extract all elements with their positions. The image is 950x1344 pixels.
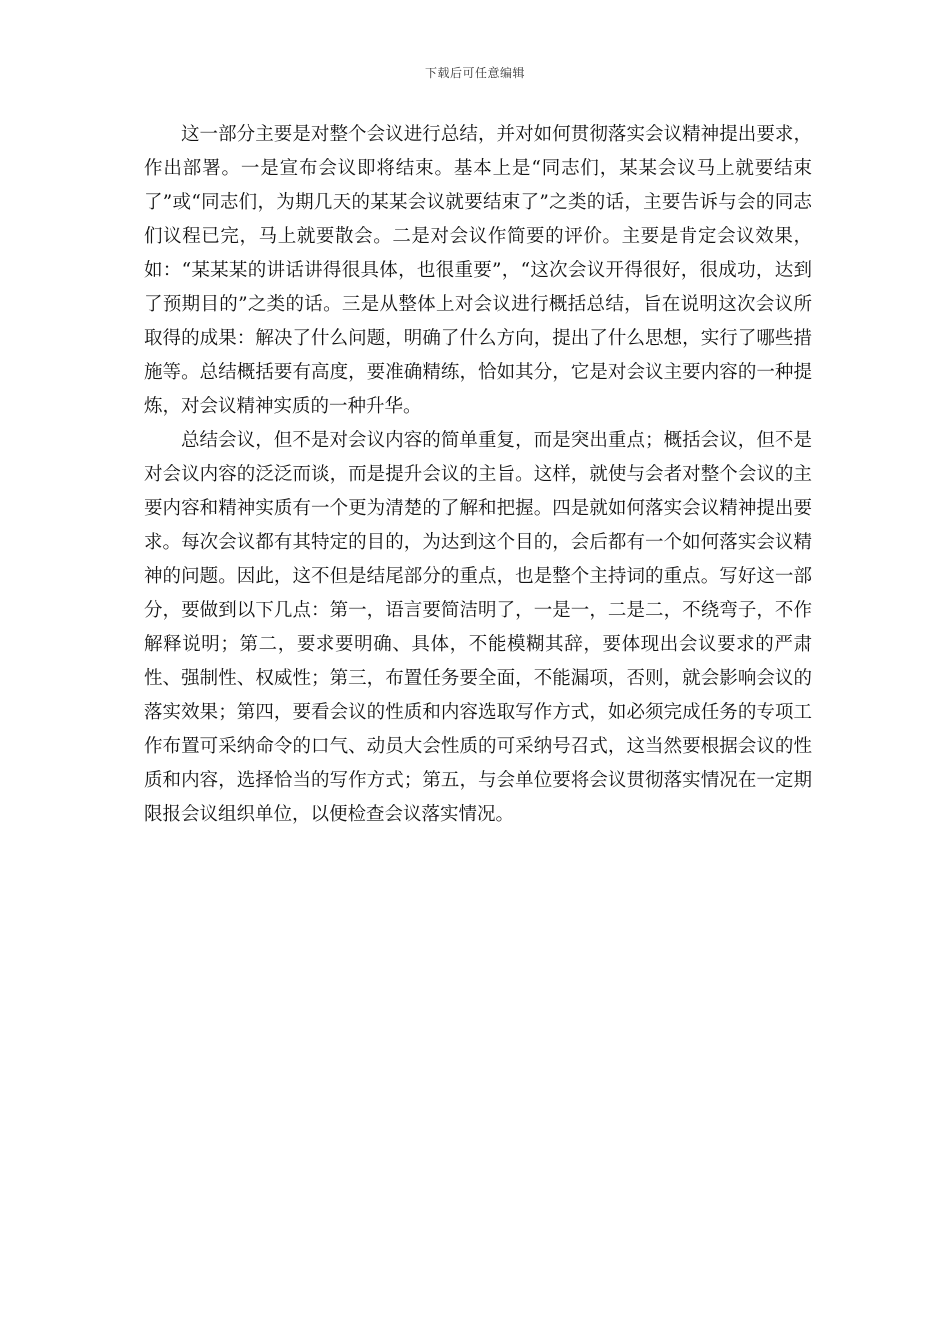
document-body (144, 118, 812, 832)
paragraph: 这一部分主要是对整个会议进行总结，并对如何贯彻落实会议精神提出要求，作出部署。一是宣布会议即将结束。基本上是“同志们，某某会议马上就要结束了”或“同志们，为期几天的某某会议就要结束了”之类的话，主要告诉与会的同志们议程已完，马上就要散会。二是对会议作简要的评价。主要是肯定会议效果，如：“某某某的讲话讲得很具体，也很重要”，“这次会议开得很好，很成功，达到了预期目的”之类的话。三是从整体上对会议进行概括总结，旨在说明这次会议所取得的成果：解决了什么问题，明确了什么方向，提出了什么思想，实行了哪些措施等。总结概括要有高度，要准确精练，恰如其分，它是对会议主要内容的一种提炼，对会议精神实质的一种升华。 (144, 124, 812, 417)
paragraph: 总结会议，但不是对会议内容的简单重复，而是突出重点；概括会议，但不是对会议内容的泛泛而谈，而是提升会议的主旨。这样，就使与会者对整个会议的主要内容和精神实质有一个更为清楚的了解和把握。四是就如何落实会议精神提出要求。每次会议都有其特定的目的，为达到这个目的，会后都有一个如何落实会议精神的问题。因此，这不但是结尾部分的重点，也是整个主持词的重点。写好这一部分，要做到以下几点：第一，语言要简洁明了，一是一，二是二，不绕弯子，不作解释说明；第二，要求要明确、具体，不能模糊其辞，要体现出会议要求的严肃性、强制性、权威性；第三，布置任务要全面，不能漏项，否则，就会影响会议的落实效果；第四，要看会议的性质和内容选取写作方式，如必须完成任务的专项工作布置可采纳命令的口气、动员大会性质的可采纳号召式，这当然要根据会议的性质和内容，选择恰当的写作方式；第五，与会单位要将会议贯彻落实情况在一定期限报会议组织单位，以便检查会议落实情况。 (144, 430, 812, 825)
page-header-note: 下载后可任意编辑 (424, 66, 525, 80)
